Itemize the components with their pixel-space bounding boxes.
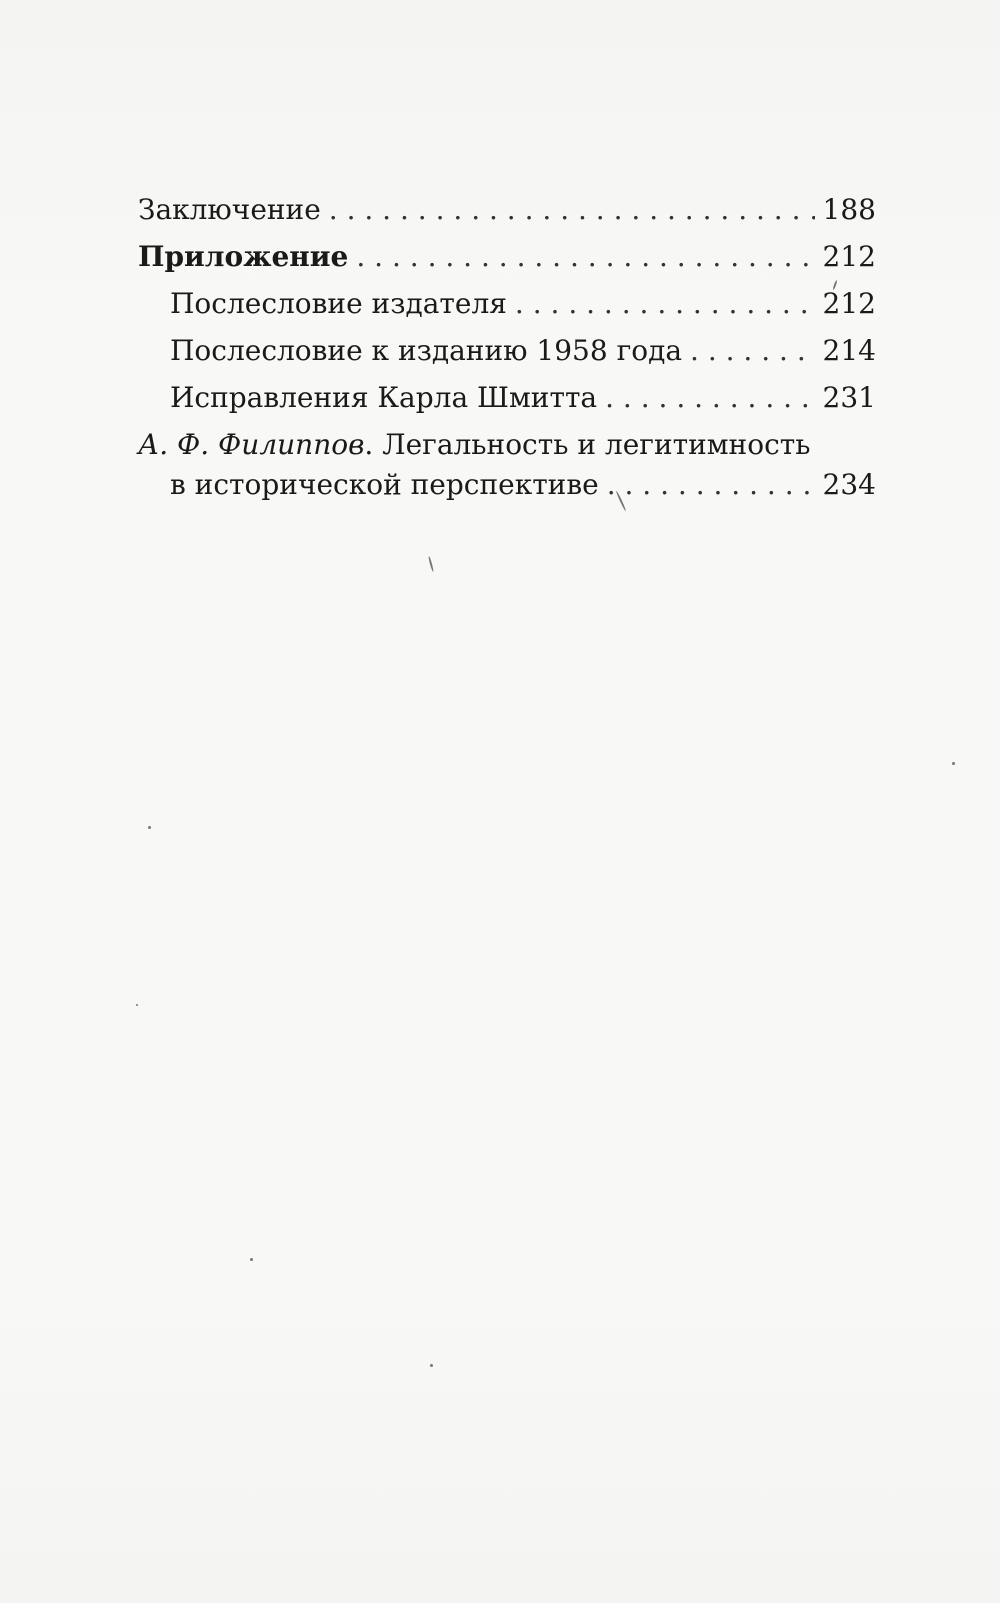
- toc-essay-author: А. Ф. Филиппов: [138, 428, 365, 461]
- paper-speck: [428, 556, 434, 572]
- toc-leader-dots: [690, 327, 815, 374]
- table-of-contents: [138, 186, 876, 505]
- toc-entry-conclusion: [138, 186, 876, 233]
- paper-speck: [148, 826, 151, 829]
- toc-page-number: 231: [822, 381, 876, 414]
- toc-entry-label: Заключение: [138, 193, 321, 226]
- toc-entry-label: Послесловие издателя: [170, 287, 507, 320]
- toc-leader-dots: [515, 280, 815, 327]
- toc-entry-1958-afterword: [138, 327, 876, 374]
- toc-leader-dots: [607, 465, 815, 505]
- toc-page-number: 214: [822, 334, 876, 367]
- toc-page-number: 188: [822, 193, 876, 226]
- toc-entry-filippov-essay: [138, 425, 876, 505]
- toc-entry-publisher-afterword: [138, 280, 876, 327]
- toc-leader-dots: [605, 374, 814, 421]
- toc-essay-title-part2: в исторической перспективе: [170, 468, 599, 501]
- toc-entry-appendix: [138, 233, 876, 280]
- toc-page-number: 212: [822, 287, 876, 320]
- toc-essay-title-line1: [138, 425, 876, 465]
- toc-page-number: 234: [822, 468, 876, 501]
- toc-entry-label: Исправления Карла Шмитта: [170, 381, 598, 414]
- toc-entry-schmitt-corrections: [138, 374, 876, 421]
- toc-leader-dots: [329, 186, 815, 233]
- paper-speck: [952, 762, 955, 765]
- paper-speck: [136, 1004, 138, 1006]
- toc-page-number: 212: [822, 240, 876, 273]
- toc-essay-title-part1: . Легальность и легитимность: [364, 428, 811, 461]
- toc-entry-label: Приложение: [138, 240, 349, 273]
- toc-leader-dots: [356, 233, 814, 280]
- toc-entry-label: Послесловие к изданию 1958 года: [170, 334, 683, 367]
- paper-speck: [250, 1258, 253, 1261]
- paper-speck: [430, 1364, 433, 1367]
